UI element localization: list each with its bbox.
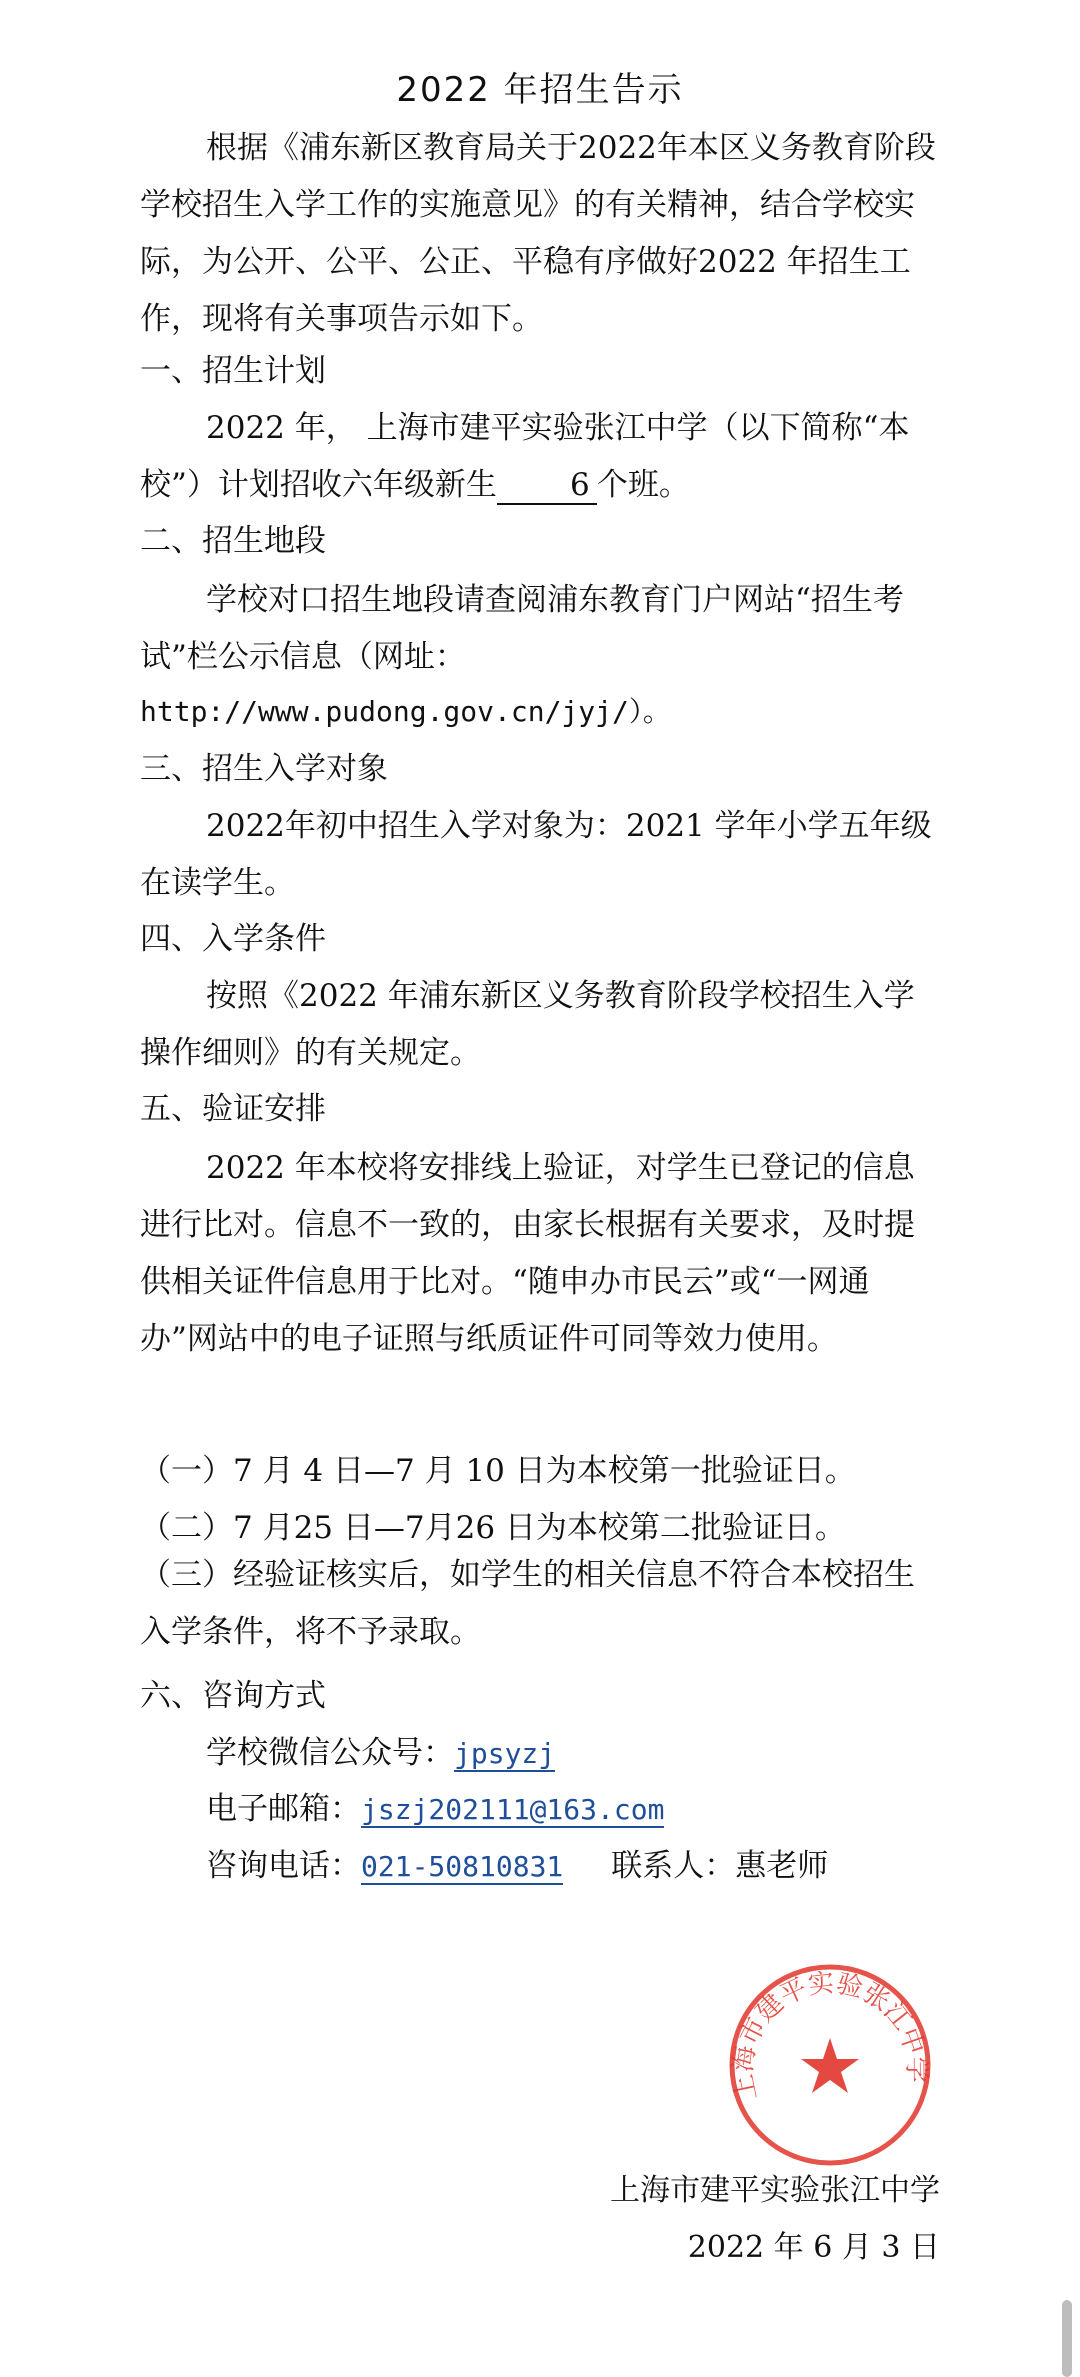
intro-paragraph: 根据《浦东新区教育局关于2022年本区义务教育阶段学校招生入学工作的实施意见》的有关精神，结合学校实际，为公开、公平、公正、平稳有序做好2022 年招生工作，现将有关事项告示如下。 xyxy=(140,130,936,337)
phone-link[interactable]: 021-50810831 xyxy=(361,1850,564,1883)
email-label: 电子邮箱： xyxy=(206,1791,361,1827)
email-row xyxy=(206,1783,664,1829)
section-3-paragraph: 2022年初中招生入学对象为：2021 学年小学五年级在读学生。 xyxy=(140,808,932,901)
section-4-heading: 四、入学条件 xyxy=(140,921,326,957)
signature-school: 上海市建平实验张江中学 xyxy=(610,2173,940,2208)
contact-person: 联系人：惠老师 xyxy=(611,1848,829,1884)
section-2-paragraph: 学校对口招生地段请查阅浦东教育门户网站“招生考试”栏公示信息（网址： xyxy=(140,582,904,675)
star-icon xyxy=(801,2038,859,2093)
scrollbar-thumb[interactable] xyxy=(1062,2300,1072,2377)
wechat-row xyxy=(206,1727,555,1773)
phone-row xyxy=(206,1840,828,1886)
section-4-paragraph: 按照《2022 年浦东新区义务教育阶段学校招生入学操作细则》的有关规定。 xyxy=(140,978,915,1071)
section-1-paragraph xyxy=(140,400,940,514)
phone-label: 咨询电话： xyxy=(206,1848,361,1884)
page-title: 2022 年招生告示 xyxy=(396,70,684,110)
section-1-heading: 一、招生计划 xyxy=(140,353,326,389)
verification-item-2: （二）7 月25 日—7月26 日为本校第二批验证日。 xyxy=(140,1510,846,1546)
section-2-heading: 二、招生地段 xyxy=(140,523,326,559)
section-5-paragraph: 2022 年本校将安排线上验证，对学生已登记的信息进行比对。信息不一致的，由家长根据有关要求，及时提供相关证件信息用于比对。“随申办市民云”或“一网通办”网站中的电子证照与纸质证件可同等效力使用。 xyxy=(140,1150,915,1357)
email-link[interactable]: jszj202111@163.com xyxy=(361,1793,665,1826)
section-5-heading: 五、验证安排 xyxy=(140,1091,326,1127)
svg-text:上海市建平实验张江中学 xyxy=(728,1968,931,2103)
section-3-heading: 三、招生入学对象 xyxy=(140,751,388,787)
school-seal-stamp xyxy=(725,1960,935,2170)
class-count-blank: 6 xyxy=(497,467,597,505)
wechat-label: 学校微信公众号： xyxy=(206,1735,454,1771)
verification-item-1: （一）7 月 4 日—7 月 10 日为本校第一批验证日。 xyxy=(140,1453,856,1489)
stamp-text: 上海市建平实验张江中学 xyxy=(728,1968,932,2104)
section-1-text-end: 个班。 xyxy=(596,467,690,503)
signature-date: 2022 年 6 月 3 日 xyxy=(687,2230,940,2265)
section-6-heading: 六、咨询方式 xyxy=(140,1678,326,1714)
wechat-link[interactable]: jpsyzj xyxy=(454,1737,556,1770)
verification-item-3: （三）经验证核实后，如学生的相关信息不符合本校招生入学条件，将不予录取。 xyxy=(140,1557,915,1650)
section-1-text: 2022 年， 上海市建平实验张江中学（以下简称“本校”）计划招收六年级新生 xyxy=(140,410,910,503)
section-2-url: http://www.pudong.gov.cn/jyj/）。 xyxy=(140,695,671,728)
